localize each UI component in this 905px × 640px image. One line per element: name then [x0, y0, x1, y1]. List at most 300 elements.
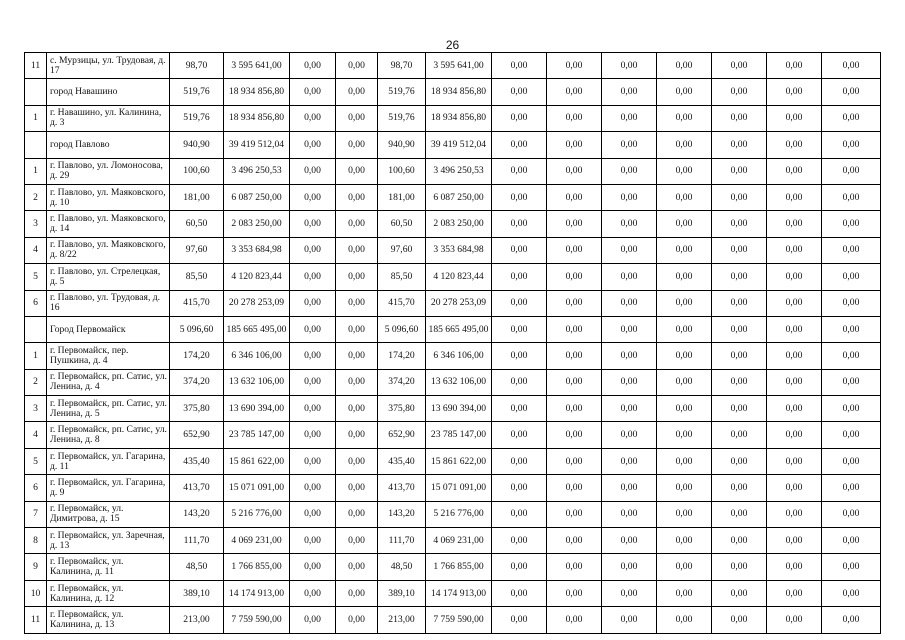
cost-cell: 5 216 776,00: [426, 501, 492, 527]
area-cell: 375,80: [170, 396, 224, 422]
table-row: [25, 237, 881, 263]
cost-cell: 2 083 250,00: [426, 211, 492, 237]
table-row: [25, 316, 881, 342]
value-cell: 0,00: [657, 422, 712, 448]
table-row: [25, 528, 881, 554]
value-cell: 0,00: [602, 501, 657, 527]
value-cell: 0,00: [602, 528, 657, 554]
value-cell: 0,00: [492, 105, 547, 131]
value-cell: 0,00: [547, 528, 602, 554]
area-cell: 48,50: [170, 554, 224, 580]
value-cell: 0,00: [336, 264, 378, 290]
value-cell: 0,00: [290, 105, 336, 131]
value-cell: 0,00: [290, 528, 336, 554]
value-cell: 0,00: [767, 237, 822, 263]
row-number-cell: 1: [25, 158, 47, 184]
cost-cell: 1 766 855,00: [224, 554, 290, 580]
cost-cell: 1 766 855,00: [426, 554, 492, 580]
value-cell: 0,00: [712, 396, 767, 422]
value-cell: 0,00: [336, 369, 378, 395]
value-cell: 0,00: [712, 290, 767, 316]
area-cell: 940,90: [378, 132, 426, 158]
value-cell: 0,00: [657, 501, 712, 527]
area-cell: 213,00: [170, 607, 224, 633]
value-cell: 0,00: [712, 580, 767, 606]
value-cell: 0,00: [822, 501, 881, 527]
value-cell: 0,00: [492, 158, 547, 184]
area-cell: 413,70: [378, 475, 426, 501]
address-cell: г. Первомайск, ул. Калинина, д. 13: [47, 607, 170, 633]
value-cell: 0,00: [767, 448, 822, 474]
value-cell: 0,00: [602, 132, 657, 158]
cost-cell: 185 665 495,00: [426, 316, 492, 342]
table-row: [25, 369, 881, 395]
value-cell: 0,00: [657, 105, 712, 131]
value-cell: 0,00: [767, 369, 822, 395]
area-cell: 181,00: [170, 184, 224, 210]
value-cell: 0,00: [547, 264, 602, 290]
value-cell: 0,00: [712, 501, 767, 527]
value-cell: 0,00: [492, 396, 547, 422]
table-body: [25, 53, 881, 634]
value-cell: 0,00: [767, 264, 822, 290]
row-number-cell: 2: [25, 369, 47, 395]
cost-cell: 13 632 106,00: [224, 369, 290, 395]
value-cell: 0,00: [602, 422, 657, 448]
table-row: [25, 290, 881, 316]
value-cell: 0,00: [767, 105, 822, 131]
page-number: 26: [445, 38, 460, 52]
value-cell: 0,00: [712, 132, 767, 158]
area-cell: 435,40: [378, 448, 426, 474]
table-row: [25, 422, 881, 448]
cost-cell: 2 083 250,00: [224, 211, 290, 237]
value-cell: 0,00: [290, 79, 336, 105]
value-cell: 0,00: [822, 422, 881, 448]
row-number-cell: [25, 316, 47, 342]
value-cell: 0,00: [822, 343, 881, 369]
cost-cell: 6 346 106,00: [224, 343, 290, 369]
value-cell: 0,00: [602, 158, 657, 184]
value-cell: 0,00: [492, 554, 547, 580]
value-cell: 0,00: [290, 501, 336, 527]
area-cell: 519,76: [378, 79, 426, 105]
value-cell: 0,00: [492, 316, 547, 342]
row-number-cell: 1: [25, 343, 47, 369]
cost-cell: 23 785 147,00: [224, 422, 290, 448]
area-cell: 375,80: [378, 396, 426, 422]
cost-cell: 14 174 913,00: [224, 580, 290, 606]
area-cell: 415,70: [170, 290, 224, 316]
value-cell: 0,00: [602, 396, 657, 422]
cost-cell: 3 353 684,98: [224, 237, 290, 263]
address-cell: город Навашино: [47, 79, 170, 105]
value-cell: 0,00: [492, 422, 547, 448]
cost-cell: 3 595 641,00: [224, 53, 290, 79]
area-cell: 5 096,60: [378, 316, 426, 342]
value-cell: 0,00: [547, 237, 602, 263]
area-cell: 111,70: [378, 528, 426, 554]
value-cell: 0,00: [767, 53, 822, 79]
area-cell: 415,70: [378, 290, 426, 316]
area-cell: 97,60: [378, 237, 426, 263]
cost-cell: 5 216 776,00: [224, 501, 290, 527]
value-cell: 0,00: [336, 53, 378, 79]
value-cell: 0,00: [547, 580, 602, 606]
value-cell: 0,00: [336, 316, 378, 342]
value-cell: 0,00: [767, 132, 822, 158]
value-cell: 0,00: [290, 396, 336, 422]
register-table: [24, 52, 881, 634]
value-cell: 0,00: [657, 528, 712, 554]
cost-cell: 4 069 231,00: [224, 528, 290, 554]
address-cell: г. Навашино, ул. Калинина, д. 3: [47, 105, 170, 131]
value-cell: 0,00: [336, 422, 378, 448]
value-cell: 0,00: [657, 316, 712, 342]
value-cell: 0,00: [822, 79, 881, 105]
row-number-cell: [25, 79, 47, 105]
area-cell: 85,50: [170, 264, 224, 290]
value-cell: 0,00: [712, 422, 767, 448]
value-cell: 0,00: [822, 580, 881, 606]
value-cell: 0,00: [767, 343, 822, 369]
value-cell: 0,00: [547, 79, 602, 105]
value-cell: 0,00: [492, 528, 547, 554]
area-cell: 48,50: [378, 554, 426, 580]
area-cell: 413,70: [170, 475, 224, 501]
address-cell: Город Первомайск: [47, 316, 170, 342]
value-cell: 0,00: [492, 237, 547, 263]
value-cell: 0,00: [336, 105, 378, 131]
address-cell: г. Первомайск, ул. Калинина, д. 11: [47, 554, 170, 580]
cost-cell: 4 120 823,44: [224, 264, 290, 290]
area-cell: 143,20: [170, 501, 224, 527]
area-cell: 181,00: [378, 184, 426, 210]
value-cell: 0,00: [712, 79, 767, 105]
value-cell: 0,00: [767, 184, 822, 210]
value-cell: 0,00: [657, 158, 712, 184]
area-cell: 111,70: [170, 528, 224, 554]
value-cell: 0,00: [602, 580, 657, 606]
area-cell: 519,76: [170, 79, 224, 105]
table-row: [25, 158, 881, 184]
value-cell: 0,00: [822, 264, 881, 290]
address-cell: г. Первомайск, ул. Гагарина, д. 9: [47, 475, 170, 501]
value-cell: 0,00: [822, 528, 881, 554]
value-cell: 0,00: [547, 158, 602, 184]
value-cell: 0,00: [712, 475, 767, 501]
value-cell: 0,00: [547, 316, 602, 342]
area-cell: 519,76: [378, 105, 426, 131]
value-cell: 0,00: [602, 264, 657, 290]
row-number-cell: 9: [25, 554, 47, 580]
value-cell: 0,00: [336, 132, 378, 158]
value-cell: 0,00: [767, 422, 822, 448]
cost-cell: 39 419 512,04: [224, 132, 290, 158]
value-cell: 0,00: [712, 554, 767, 580]
value-cell: 0,00: [657, 184, 712, 210]
table-row: [25, 475, 881, 501]
value-cell: 0,00: [492, 184, 547, 210]
value-cell: 0,00: [290, 580, 336, 606]
value-cell: 0,00: [547, 501, 602, 527]
value-cell: 0,00: [602, 79, 657, 105]
value-cell: 0,00: [767, 211, 822, 237]
value-cell: 0,00: [657, 396, 712, 422]
cost-cell: 4 069 231,00: [426, 528, 492, 554]
cost-cell: 7 759 590,00: [224, 607, 290, 633]
value-cell: 0,00: [492, 53, 547, 79]
cost-cell: 15 071 091,00: [426, 475, 492, 501]
value-cell: 0,00: [712, 211, 767, 237]
value-cell: 0,00: [712, 237, 767, 263]
row-number-cell: 4: [25, 422, 47, 448]
value-cell: 0,00: [492, 448, 547, 474]
value-cell: 0,00: [822, 475, 881, 501]
value-cell: 0,00: [547, 105, 602, 131]
value-cell: 0,00: [290, 607, 336, 633]
value-cell: 0,00: [336, 528, 378, 554]
value-cell: 0,00: [492, 501, 547, 527]
value-cell: 0,00: [822, 132, 881, 158]
cost-cell: 18 934 856,80: [426, 105, 492, 131]
cost-cell: 6 346 106,00: [426, 343, 492, 369]
area-cell: 174,20: [170, 343, 224, 369]
value-cell: 0,00: [822, 316, 881, 342]
cost-cell: 20 278 253,09: [426, 290, 492, 316]
area-cell: 519,76: [170, 105, 224, 131]
value-cell: 0,00: [336, 211, 378, 237]
cost-cell: 3 496 250,53: [224, 158, 290, 184]
value-cell: 0,00: [822, 369, 881, 395]
value-cell: 0,00: [547, 290, 602, 316]
value-cell: 0,00: [290, 475, 336, 501]
row-number-cell: 5: [25, 448, 47, 474]
row-number-cell: 6: [25, 290, 47, 316]
value-cell: 0,00: [492, 264, 547, 290]
value-cell: 0,00: [290, 184, 336, 210]
value-cell: 0,00: [657, 343, 712, 369]
value-cell: 0,00: [602, 343, 657, 369]
value-cell: 0,00: [657, 580, 712, 606]
value-cell: 0,00: [822, 184, 881, 210]
row-number-cell: 7: [25, 501, 47, 527]
value-cell: 0,00: [492, 343, 547, 369]
cost-cell: 3 353 684,98: [426, 237, 492, 263]
value-cell: 0,00: [767, 316, 822, 342]
value-cell: 0,00: [767, 554, 822, 580]
cost-cell: 18 934 856,80: [224, 79, 290, 105]
area-cell: 97,60: [170, 237, 224, 263]
area-cell: 100,60: [170, 158, 224, 184]
address-cell: г. Павлово, ул. Трудовая, д. 16: [47, 290, 170, 316]
value-cell: 0,00: [602, 105, 657, 131]
address-cell: г. Первомайск, рп. Сатис, ул. Ленина, д. 8: [47, 422, 170, 448]
row-number-cell: 1: [25, 105, 47, 131]
value-cell: 0,00: [712, 343, 767, 369]
area-cell: 213,00: [378, 607, 426, 633]
value-cell: 0,00: [492, 580, 547, 606]
table-row: [25, 264, 881, 290]
value-cell: 0,00: [547, 422, 602, 448]
value-cell: 0,00: [492, 475, 547, 501]
value-cell: 0,00: [712, 607, 767, 633]
value-cell: 0,00: [290, 158, 336, 184]
value-cell: 0,00: [492, 607, 547, 633]
area-cell: 98,70: [170, 53, 224, 79]
table-row: [25, 607, 881, 633]
value-cell: 0,00: [657, 79, 712, 105]
cost-cell: 7 759 590,00: [426, 607, 492, 633]
value-cell: 0,00: [290, 448, 336, 474]
value-cell: 0,00: [547, 184, 602, 210]
value-cell: 0,00: [767, 79, 822, 105]
value-cell: 0,00: [336, 554, 378, 580]
value-cell: 0,00: [290, 53, 336, 79]
cost-cell: 15 861 622,00: [224, 448, 290, 474]
table-row: [25, 448, 881, 474]
value-cell: 0,00: [547, 554, 602, 580]
value-cell: 0,00: [336, 396, 378, 422]
value-cell: 0,00: [602, 290, 657, 316]
value-cell: 0,00: [602, 53, 657, 79]
value-cell: 0,00: [657, 369, 712, 395]
value-cell: 0,00: [492, 290, 547, 316]
value-cell: 0,00: [336, 290, 378, 316]
value-cell: 0,00: [547, 607, 602, 633]
address-cell: город Павлово: [47, 132, 170, 158]
value-cell: 0,00: [336, 580, 378, 606]
cost-cell: 6 087 250,00: [224, 184, 290, 210]
value-cell: 0,00: [712, 105, 767, 131]
value-cell: 0,00: [822, 607, 881, 633]
value-cell: 0,00: [336, 79, 378, 105]
value-cell: 0,00: [657, 607, 712, 633]
area-cell: 389,10: [170, 580, 224, 606]
row-number-cell: 3: [25, 211, 47, 237]
value-cell: 0,00: [767, 475, 822, 501]
value-cell: 0,00: [712, 369, 767, 395]
value-cell: 0,00: [712, 53, 767, 79]
value-cell: 0,00: [657, 237, 712, 263]
value-cell: 0,00: [492, 369, 547, 395]
value-cell: 0,00: [336, 184, 378, 210]
area-cell: 143,20: [378, 501, 426, 527]
address-cell: г. Павлово, ул. Маяковского, д. 10: [47, 184, 170, 210]
cost-cell: 13 690 394,00: [224, 396, 290, 422]
row-number-cell: [25, 132, 47, 158]
value-cell: 0,00: [822, 53, 881, 79]
value-cell: 0,00: [712, 448, 767, 474]
table-row: [25, 132, 881, 158]
value-cell: 0,00: [712, 184, 767, 210]
value-cell: 0,00: [290, 264, 336, 290]
address-cell: г. Первомайск, пер. Пушкина, д. 4: [47, 343, 170, 369]
address-cell: г. Павлово, ул. Маяковского, д. 14: [47, 211, 170, 237]
row-number-cell: 3: [25, 396, 47, 422]
cost-cell: 20 278 253,09: [224, 290, 290, 316]
cost-cell: 185 665 495,00: [224, 316, 290, 342]
value-cell: 0,00: [290, 554, 336, 580]
value-cell: 0,00: [822, 448, 881, 474]
value-cell: 0,00: [290, 422, 336, 448]
value-cell: 0,00: [290, 290, 336, 316]
value-cell: 0,00: [822, 158, 881, 184]
value-cell: 0,00: [290, 369, 336, 395]
value-cell: 0,00: [822, 105, 881, 131]
value-cell: 0,00: [657, 448, 712, 474]
value-cell: 0,00: [336, 158, 378, 184]
value-cell: 0,00: [492, 79, 547, 105]
value-cell: 0,00: [712, 264, 767, 290]
cost-cell: 18 934 856,80: [426, 79, 492, 105]
cost-cell: 3 496 250,53: [426, 158, 492, 184]
cost-cell: 23 785 147,00: [426, 422, 492, 448]
value-cell: 0,00: [547, 396, 602, 422]
address-cell: г. Первомайск, ул. Димитрова, д. 15: [47, 501, 170, 527]
table-row: [25, 396, 881, 422]
cost-cell: 39 419 512,04: [426, 132, 492, 158]
area-cell: 374,20: [378, 369, 426, 395]
value-cell: 0,00: [602, 237, 657, 263]
cost-cell: 14 174 913,00: [426, 580, 492, 606]
value-cell: 0,00: [767, 580, 822, 606]
value-cell: 0,00: [547, 211, 602, 237]
value-cell: 0,00: [602, 184, 657, 210]
address-cell: г. Первомайск, ул. Калинина, д. 12: [47, 580, 170, 606]
area-cell: 652,90: [170, 422, 224, 448]
area-cell: 85,50: [378, 264, 426, 290]
table-row: [25, 554, 881, 580]
value-cell: 0,00: [657, 290, 712, 316]
address-cell: с. Мурзицы, ул. Трудовая, д. 17: [47, 53, 170, 79]
area-cell: 435,40: [170, 448, 224, 474]
address-cell: г. Первомайск, ул. Заречная, д. 13: [47, 528, 170, 554]
table-row: [25, 501, 881, 527]
value-cell: 0,00: [657, 132, 712, 158]
row-number-cell: 6: [25, 475, 47, 501]
value-cell: 0,00: [657, 475, 712, 501]
address-cell: г. Павлово, ул. Ломоносова, д. 29: [47, 158, 170, 184]
address-cell: г. Павлово, ул. Стрелецкая, д. 5: [47, 264, 170, 290]
value-cell: 0,00: [767, 158, 822, 184]
value-cell: 0,00: [767, 290, 822, 316]
value-cell: 0,00: [602, 475, 657, 501]
value-cell: 0,00: [602, 211, 657, 237]
table-row: [25, 343, 881, 369]
value-cell: 0,00: [336, 501, 378, 527]
table-row: [25, 105, 881, 131]
value-cell: 0,00: [547, 475, 602, 501]
cost-cell: 3 595 641,00: [426, 53, 492, 79]
value-cell: 0,00: [547, 53, 602, 79]
row-number-cell: 10: [25, 580, 47, 606]
value-cell: 0,00: [767, 501, 822, 527]
value-cell: 0,00: [657, 554, 712, 580]
cost-cell: 13 632 106,00: [426, 369, 492, 395]
value-cell: 0,00: [767, 528, 822, 554]
value-cell: 0,00: [336, 607, 378, 633]
value-cell: 0,00: [822, 290, 881, 316]
address-cell: г. Павлово, ул. Маяковского, д. 8/22: [47, 237, 170, 263]
value-cell: 0,00: [336, 343, 378, 369]
address-cell: г. Первомайск, рп. Сатис, ул. Ленина, д. 5: [47, 396, 170, 422]
cost-cell: 13 690 394,00: [426, 396, 492, 422]
value-cell: 0,00: [290, 237, 336, 263]
table-row: [25, 79, 881, 105]
cost-cell: 6 087 250,00: [426, 184, 492, 210]
cost-cell: 15 071 091,00: [224, 475, 290, 501]
